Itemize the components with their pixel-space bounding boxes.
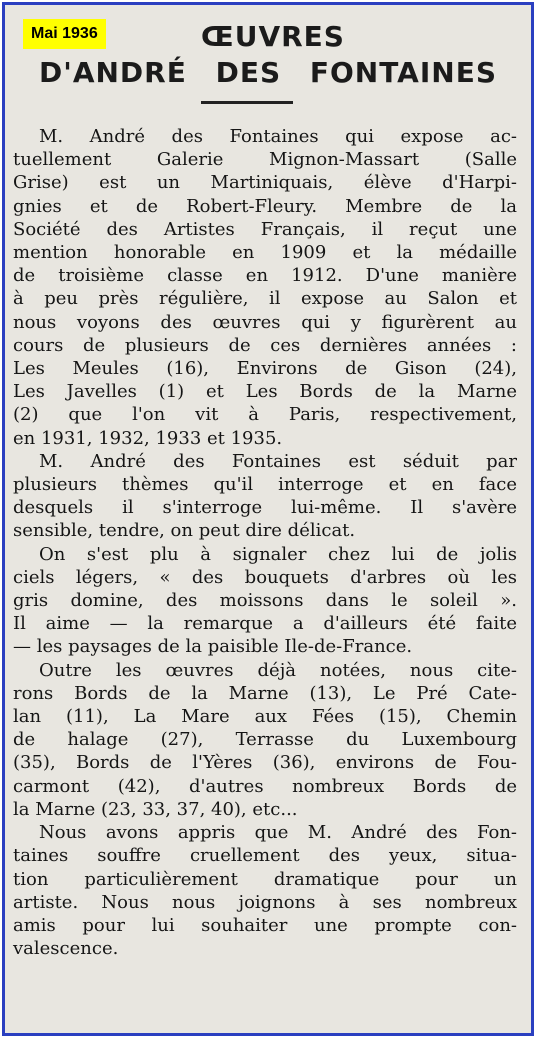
article-line: de halage (27), Terrasse du Luxembourg [13,729,517,751]
article-line: valescence. [13,938,119,960]
article-line: M. André des Fontaines est séduit par [39,450,517,472]
article-line: On s'est plu à signaler chez lui de jolis [39,543,517,565]
article-line: (35), Bords de l'Yères (36), environs de Fou- [13,752,517,774]
article-line: Les Meules (16), Environs de Gison (24), [13,358,517,380]
article-line: plusieurs thèmes qu'il interroge et en face [13,474,517,496]
article-paragraph [13,821,517,960]
article-line: de troisième classe en 1912. D'une manière [13,265,517,287]
article-paragraph [13,125,517,450]
article-line: Société des Artistes Français, il reçut une [13,218,517,240]
article-line: mention honorable en 1909 et la médaille [13,242,517,264]
article-line: Grise) est un Martiniquais, élève d'Harpi- [13,172,517,194]
article-paragraph [13,543,517,659]
article-line: Les Javelles (1) et Les Bords de la Marne [13,381,517,403]
article-line: — les paysages de la paisible Ile-de-France. [13,636,413,658]
article-line: ciels légers, « des bouquets d'arbres où les [13,566,517,588]
article-paragraph [13,450,517,543]
article-line: rons Bords de la Marne (13), Le Pré Cate- [13,682,517,704]
article-line: gnies et de Robert-Fleury. Membre de la [13,195,517,217]
article-line: gris domine, des moissons dans le soleil ». [13,590,517,612]
article-line: Nous avons appris que M. André des Fon- [39,822,517,844]
article-line: sensible, tendre, on peut dire délicat. [13,520,356,542]
article-line: artiste. Nous nous joignons à ses nombreux [13,891,517,913]
article-line: taines souffre cruellement des yeux, situa- [13,845,517,867]
article-line: tuellement Galerie Mignon-Massart (Salle [13,149,517,171]
article-paragraph [13,659,517,821]
article-line: à peu près régulière, il expose au Salon et [13,288,517,310]
date-badge: Mai 1936 [23,19,106,49]
article-line: nous voyons des œuvres qui y figurèrent au [13,311,517,333]
article-line: M. André des Fontaines qui expose ac- [39,126,517,147]
title-divider [201,101,293,104]
article-line: amis pour lui souhaiter une prompte con- [13,914,517,936]
article-title [5,19,531,91]
title-line-1: ŒUVRES [201,20,345,53]
title-line-2: D'ANDRÉ DES FONTAINES [39,56,497,89]
article-line: Il aime — la remarque a d'ailleurs été faite [13,613,517,635]
article-line: Outre les œuvres déjà notées, nous cite- [39,659,517,681]
article-line: lan (11), La Mare aux Fées (15), Chemin [13,706,517,728]
article-line: en 1931, 1932, 1933 et 1935. [13,427,283,449]
article-line: carmont (42), d'autres nombreux Bords de [13,775,517,797]
article-line: (2) que l'on vit à Paris, respectivement, [13,404,517,426]
article-body [13,125,517,960]
article-line: desquels il s'interroge lui-même. Il s'avère [13,497,517,519]
article-clipping [2,2,534,1036]
article-line: la Marne (23, 33, 37, 40), etc... [13,798,298,820]
article-line: tion particulièrement dramatique pour un [13,868,517,890]
article-line: cours de plusieurs de ces dernières années : [13,334,517,356]
